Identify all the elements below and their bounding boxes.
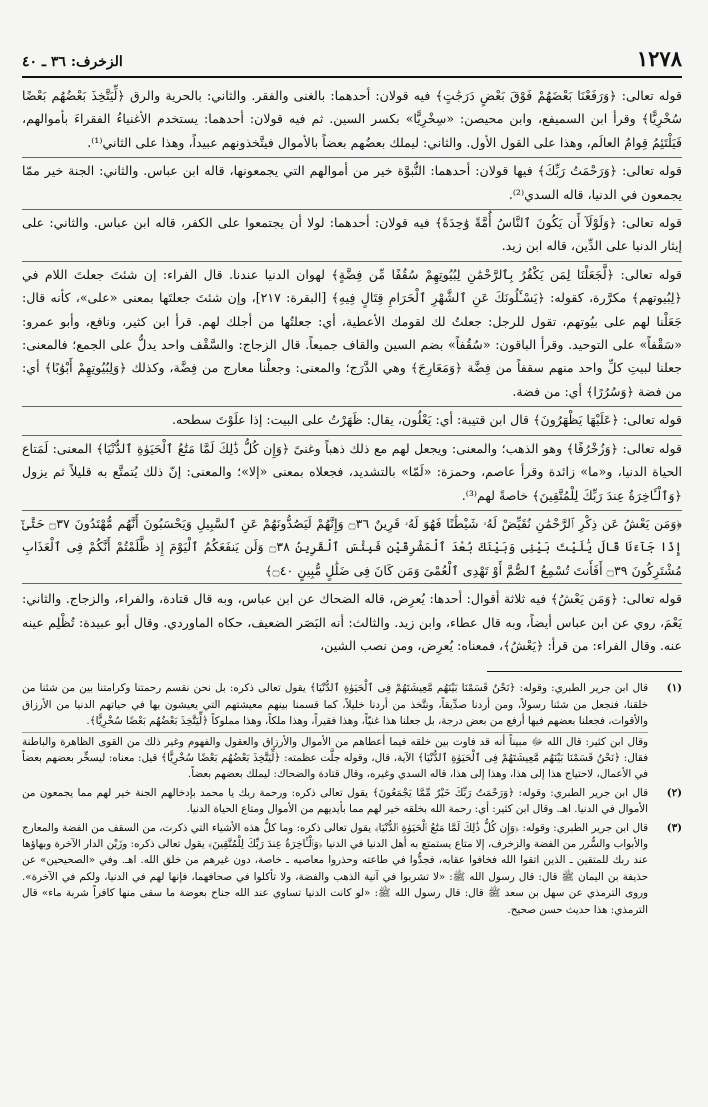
footnote-divider	[487, 671, 682, 672]
paragraph: قوله تعالى: ﴿وَمَن يَعْشُ﴾ فيه ثلاثة أقوال: أحدها: يُعرِض، قاله الضحاك عن ابن عباس، وبه قال قتادة، والفراء، والزجاج. والثاني: يَعْمَ، روي عن ابن عباس أيضاً، وبه قال عطاء، وابن زيد. والثالث: أنه البَصَر الضعيف، حكاه الماوردي. وقال أبو عبيدة: تُظْلِم عينه عنه. وقال الفراء: من قرأ: ﴿يَعْشُ﴾، فمعناه: يُعرِض، ومن نصب الشين،	[22, 591, 682, 653]
footnote-paragraph: قال ابن جرير الطبري: وقوله: ﴿وَإِن كُلُّ ذَٰلِكَ لَمَّا مَتَٰعُ ٱلْحَيَوٰةِ ٱلدُّنْيَا﴾ يقول تعالى ذكره: وما كلُّ هذه الأشياء التي ذكرت، من السقف من الفضة والمعارج والأبواب والسُّرر من الفضة والزخرف، إلا متاع يستمتع به أهل الدنيا في الدنيا ﴿وَٱلْـَٔاخِرَةُ عِندَ رَبِّكَ لِلْمُتَّقِينَ﴾ يقول تعالى ذكره: وزَيْن الدار الآخرة وبهاؤها عند ربك للمتقين ـ الذين اتقوا الله فخافوا عقابه، فجدُّوا في طاعته وحذروا معاصيه ـ خاصة، دون غيرهم من خلق الله. اهـ. وفي «الصحيحين» عن حذيفة بن اليمان ﷺ قال: قال رسول الله ﷺ: «لا تشربوا في آنية الذهب والفضة، ولا تأكلوا في صحافهما، فإنها لهم في الدنيا، ولكم في الآخرة». وروى الترمذي عن سهل بن سعد ﷺ قال: قال رسول الله ﷺ: «لو كانت الدنيا تساوي عند الله جناح بعوضة ما سقى منها كافراً شربة ماء» قال الترمذي: هذا حديث حسن صحيح.	[22, 821, 648, 916]
footnote-paragraph: قال ابن جرير الطبري: وقوله: ﴿نَحْنُ قَسَمْنَا بَيْنَهُم مَّعِيشَتَهُمْ فِى ٱلْحَيَوٰةِ ٱلدُّنْيَا﴾ يقول تعالى ذكره: بل نحن نقسم رحمتنا وكرامتنا بين من شئنا من خلقنا، فنجعل من شئنا رسولاً، ومن أردنا صدِّيقاً، ونتَّخذ من أردنا خليلاً، كما قسمنا بينهم معيشتهم التي يعيشون بها في حياتهم الدنيا من الأرزاق والأقوات، فجعلنا بعضهم فيها أرفع من بعض درجة، بل جعلنا هذا غنيّاً، وهذا فقيراً، وهذا ملكاً، وهذا مملوكاً ﴿لِّيَتَّخِذَ بَعْضُهُم بَعْضًا سُخْرِيًّا﴾.	[22, 682, 648, 728]
footnote-paragraph: قال ابن جرير الطبري: وقوله: ﴿وَرَحْمَتُ رَبِّكَ خَيْرٌ مِّمَّا يَجْمَعُونَ﴾ يقول تعالى ذكره: ورحمة ربك يا محمد بإدخالهم الجنة خير لهم مما يجمعون من الأموال في الدنيا. اهـ. وقال ابن كثير: أي: رحمة الله بخلقه خير لهم مما بأيديهم من الأموال ومتاع الحياة الدنيا.	[22, 786, 648, 816]
main-text	[22, 84, 682, 657]
paragraph: قوله تعالى: ﴿وَزُخْرُفًا﴾ وهو الذهب؛ والمعنى: ويجعل لهم مع ذلك ذهباً وغنىً ﴿وَإِن كُلُّ ذَٰلِكَ لَمَّا مَتَٰعُ ٱلْحَيَوٰةِ ٱلدُّنْيَا﴾ المعنى: لَمَتاع الحياة الدنيا، و«ما» زائدة وقرأ عاصم، وحمزة: «لَمّا» بالتشديد، فجعلاه بمعنى «إلا»؛ والمعنى: إنّ ذلك يُتمتَّع به قليلاً ثم يزول ﴿وَٱلْـَٔاخِرَةُ عِندَ رَبِّكَ لِلْمُتَّقِينَ﴾ خاصةً لهم⁽³⁾.	[22, 435, 682, 507]
running-head: الزخرف: ٣٦ ـ ٤٠	[22, 54, 123, 70]
footnote-paragraph: وقال ابن كثير: قال الله ﷻ مبيناً أنه قد فاوت بين خلقه فيما أعطاهم من الأموال والأرزاق والعقول والفهوم وغير ذلك من القوى الظاهرة والباطنة فقال: ﴿نَحْنُ قَسَمْنَا بَيْنَهُم مَّعِيشَتَهُمْ فِى ٱلْحَيَوٰةِ ٱلدُّنْيَا﴾ الآية، قال، وقوله جلَّت عظمته: ﴿لِّيَتَّخِذَ بَعْضُهُم بَعْضًا سُخْرِيًّا﴾ قيل: معناه: ليسخِّر بعضهم بعضاً في الأعمال، لاحتياج هذا إلى هذا، وهذا إلى هذا، قاله السدي وغيره، وقال قتادة والضحاك: ليملك بعضهم بعضاً.	[22, 732, 648, 783]
footnote	[22, 680, 682, 782]
footnote-number: (٢)	[666, 786, 682, 799]
page-header	[22, 0, 682, 78]
footnotes	[22, 680, 682, 918]
footnote	[22, 820, 682, 918]
footnote	[22, 785, 682, 818]
quran-verses-block: ﴿وَمَن يَعْشُ عَن ذِكْرِ ٱلرَّحْمَٰنِ نُقَيِّضْ لَهُۥ شَيْطَٰنًا فَهُوَ لَهُۥ قَرِينٌ ۝٣٦ وَإِنَّهُمْ لَيَصُدُّونَهُمْ عَنِ ٱلسَّبِيلِ وَيَحْسَبُونَ أَنَّهُم مُّهْتَدُونَ ۝٣٧ حَتَّىٰٓ إِذَا جَآءَنَا قَالَ يَٰلَيْتَ بَيْنِى وَبَيْنَكَ بُعْدَ ٱلْمَشْرِقَيْنِ فَبِئْسَ ٱلْقَرِينُ ۝٣٨ وَلَن يَنفَعَكُمُ ٱلْيَوْمَ إِذ ظَّلَمْتُمْ أَنَّكُمْ فِى ٱلْعَذَابِ مُشْتَرِكُونَ ۝٣٩ أَفَأَنتَ تُسْمِعُ ٱلصُّمَّ أَوْ تَهْدِى ٱلْعُمْىَ وَمَن كَانَ فِى ضَلَٰلٍ مُّبِينٍ ۝٤٠﴾	[22, 510, 682, 584]
paragraph: قوله تعالى: ﴿وَرَفَعْنَا بَعْضَهُمْ فَوْقَ بَعْضٍ دَرَجَٰتٍ﴾ فيه قولان: أحدهما: بالغنى والفقر. والثاني: بالحرية والرق ﴿لِّيَتَّخِذَ بَعْضُهُم بَعْضًا سُخْرِيًّا﴾ وقرأ ابن السميفع، وابن محيصن: «سِخْرِيًّا» بكسر السين. ثم فيه قولان: أحدهما: يستخدم الأغنياءُ الفقراءَ بأموالهم، فَيَلْتَئِمُ قِوامُ العالَم، وهذا على القول الأول. والثاني: ليملك بعضُهم بعضاً بالأموال فيتَّخذونهم عبيداً، وهذا على الثاني⁽¹⁾.	[22, 88, 682, 150]
footnote-body	[22, 785, 648, 818]
footnote-number: (٣)	[666, 821, 682, 834]
paragraph: قوله تعالى: ﴿وَلَوْلَآ أَن يَكُونَ ٱلنَّاسُ أُمَّةً وَٰحِدَةً﴾ فيه قولان: أحدهما: لولا أن يجتمعوا على الكفر، قاله ابن عباس. والثاني: على إيثار الدنيا على الدِّين، قاله ابن زيد.	[22, 209, 682, 258]
page-number: ١٢٧٨	[636, 46, 682, 71]
footnote-number: (١)	[666, 682, 682, 695]
paragraph: قوله تعالى: ﴿لَّجَعَلْنَا لِمَن يَكْفُرُ بِٱلرَّحْمَٰنِ لِبُيُوتِهِمْ سُقُفًا مِّن فِضَّةٍ﴾ لهوان الدنيا عندنا. قال الفراء: إن شئتَ جعلتَ اللام في ﴿لِبُيوتهم﴾ مكرَّرة، كقوله: ﴿يَسْـَٔلُونَكَ عَنِ ٱلشَّهْرِ ٱلْحَرَامِ قِتَالٍ فِيهِ﴾ [البقرة: ٢١٧]، وإن شئتَ جعلتَها بمعنى «على»، كأنه قال: جَعَلْنا لهم على بيُوتهم، تقول للرجل: جعلتُ لك لقومك الأعطية، أي: جعلتُها من أجلك لهم. قرأ ابن كثير، ونافع، وأبو عمرو: «سَقْفاً» على التوحيد. وقرأ الباقون: «سُقُفاً» بضم السين والقاف جميعاً. قال الزجاج: والسَّقْف واحد يدلُّ على الجمع؛ فالمعنى: جعلنا لبيتِ كلِّ واحد منهم سقفاً من فِضَّة ﴿وَمَعَارِجَ﴾ وهي الدَّرَج؛ والمعنى: وجعلْنا معارج من فِضَّة، وكذلك ﴿وَلِبُيُوتِهِمْ أَبْوَٰبًا﴾ أي: من فضة ﴿وَسُرُرًا﴾ أي: من فضة.	[22, 261, 682, 403]
paragraph: قوله تعالى: ﴿عَلَيْهَا يَظْهَرُونَ﴾ قال ابن قتيبة: أي: يَعْلُون، يقال: ظَهَرْتُ على البيت: إذا علَوْتَ سطحه.	[22, 406, 682, 431]
footnote-body	[22, 680, 648, 782]
footnote-body	[22, 820, 648, 918]
paragraph: قوله تعالى: ﴿وَرَحْمَتُ رَبِّكَ﴾ فيها قولان: أحدهما: النُّبوَّة خير من أموالهم التي يجمعونها، قاله ابن عباس. والثاني: الجنة خير ممّا يجمعون في الدنيا، قاله السدي⁽²⁾.	[22, 157, 682, 206]
